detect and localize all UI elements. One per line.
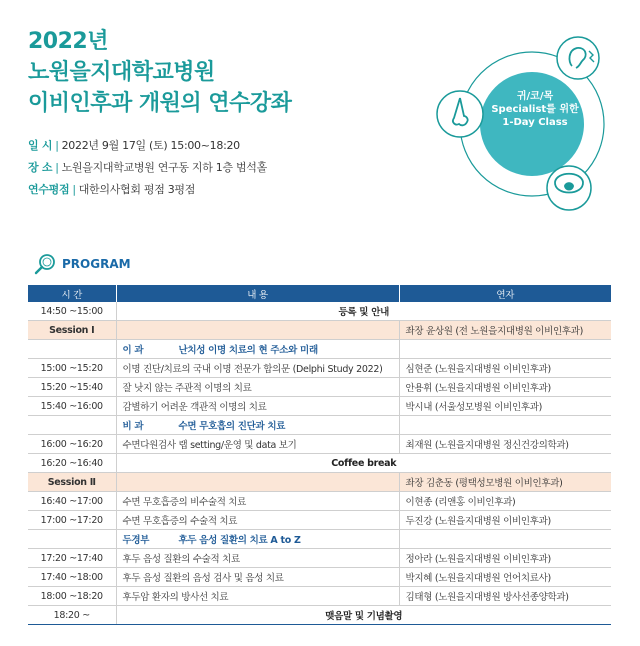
row-content: 수면다원검사 랩 setting/운영 및 data 보기 [116,435,399,454]
row-content: 수면 무호흡증의 비수술적 치료 [116,492,399,511]
row-time: 16:00 ~16:20 [28,435,116,454]
badge-line2: Specialist를 위한 [491,104,579,115]
topic-title: 수면 무호흡의 진단과 치료 [178,421,286,432]
row-time [28,340,116,359]
row-speaker: 박시내 (서울성모병원 이비인후과) [399,397,611,416]
row-time: 17:20 ~17:40 [28,549,116,568]
date-value: 2022년 9월 17일 (토) 15:00~18:20 [61,139,240,152]
row-speaker: 최재원 (노원을지대병원 정신건강의학과) [399,435,611,454]
row-content: 이명 진단/치료의 국내 이명 전문가 합의문 (Delphi Study 2022) [116,359,399,378]
row-content: 후두 음성 질환의 음성 검사 및 음성 치료 [116,568,399,587]
row-time: Session Ⅱ [28,473,116,492]
title-line-year: 2022년 [28,29,108,54]
table-row [28,606,611,625]
row-time: 16:20 ~16:40 [28,454,116,473]
row-speaker [399,340,611,359]
row-content: 감별하기 어려운 객관적 이명의 치료 [116,397,399,416]
badge-text [480,90,590,129]
table-row [28,568,611,587]
date-label: 일 시 [28,139,53,152]
row-time [28,416,116,435]
score-value: 대한의사협회 평점 3평점 [78,183,196,196]
row-event: 맺음말 및 기념촬영 [116,606,611,625]
row-topic [116,416,399,435]
page-title [28,26,291,119]
row-speaker: 심현준 (노원을지대병원 이비인후과) [399,359,611,378]
table-row [28,340,611,359]
row-topic [116,530,399,549]
place-value: 노원을지대학교병원 연구동 지하 1층 범석홀 [61,161,267,174]
row-speaker [399,530,611,549]
row-topic [116,340,399,359]
schedule-body [28,302,611,625]
row-time: Session Ⅰ [28,321,116,340]
program-label: PROGRAM [62,257,131,271]
row-content [116,321,399,340]
nose-icon [437,91,483,137]
title-line-hospital: 노원을지대학교병원 [28,60,215,85]
row-chair: 좌장 김춘동 (평택성모병원 이비인후과) [399,473,611,492]
info-score: 연수평점 | 대한의사협회 평점 3평점 [28,183,196,196]
header-speaker: 연자 [399,285,611,302]
dept-name: 비 과 [122,421,144,432]
row-time: 15:00 ~15:20 [28,359,116,378]
throat-icon [547,166,591,210]
table-row [28,435,611,454]
schedule-table [28,285,611,625]
row-time: 17:00 ~17:20 [28,511,116,530]
row-time: 14:50 ~15:00 [28,302,116,321]
badge-line3: 1-Day Class [502,117,568,128]
row-speaker: 이현종 (리앤홍 이비인후과) [399,492,611,511]
table-row [28,359,611,378]
dept-name: 이 과 [122,345,144,356]
table-row [28,454,611,473]
program-heading [34,253,131,275]
title-line-course: 이비인후과 개원의 연수강좌 [28,91,292,116]
table-row [28,530,611,549]
header-time: 시 간 [28,285,116,302]
row-time: 18:00 ~18:20 [28,587,116,606]
info-place: 장 소 | 노원을지대학교병원 연구동 지하 1층 범석홀 [28,161,267,174]
row-speaker: 두진강 (노원을지대병원 이비인후과) [399,511,611,530]
score-label: 연수평점 [28,183,70,196]
row-time: 16:40 ~17:00 [28,492,116,511]
row-content: 후두암 환자의 방사선 치료 [116,587,399,606]
table-row [28,397,611,416]
row-speaker: 정아라 (노원을지대병원 이비인후과) [399,549,611,568]
place-label: 장 소 [28,161,53,174]
row-time: 18:20 ~ [28,606,116,625]
badge-line1: 귀/코/목 [516,91,554,102]
row-time: 15:20 ~15:40 [28,378,116,397]
row-time [28,530,116,549]
header-content: 내 용 [116,285,399,302]
ear-icon [557,37,599,79]
dept-name: 두경부 [122,535,150,546]
magnifier-icon [34,253,56,275]
row-time: 17:40 ~18:00 [28,568,116,587]
row-content [116,473,399,492]
info-date: 일 시 | 2022년 9월 17일 (토) 15:00~18:20 [28,139,240,152]
row-speaker: 안용휘 (노원을지대병원 이비인후과) [399,378,611,397]
row-content: 잘 낫지 않는 주관적 이명의 치료 [116,378,399,397]
table-row [28,302,611,321]
row-speaker: 김태형 (노원을지대병원 방사선종양학과) [399,587,611,606]
row-speaker: 박지혜 (노원을지대병원 언어치료사) [399,568,611,587]
table-row [28,587,611,606]
row-content: 후두 음성 질환의 수술적 치료 [116,549,399,568]
table-row [28,378,611,397]
row-speaker [399,416,611,435]
row-chair: 좌장 윤상원 (전 노원을지대병원 이비인후과) [399,321,611,340]
table-row [28,549,611,568]
table-row [28,321,611,340]
row-event: Coffee break [116,454,611,473]
row-event: 등록 및 안내 [116,302,611,321]
topic-title: 난치성 이명 치료의 현 주소와 미래 [178,345,318,356]
row-time: 15:40 ~16:00 [28,397,116,416]
table-row [28,511,611,530]
table-row [28,492,611,511]
table-row [28,473,611,492]
row-content: 수면 무호흡증의 수술적 치료 [116,511,399,530]
table-header-row [28,285,611,302]
topic-title: 후두 음성 질환의 치료 A to Z [178,535,301,546]
table-row [28,416,611,435]
